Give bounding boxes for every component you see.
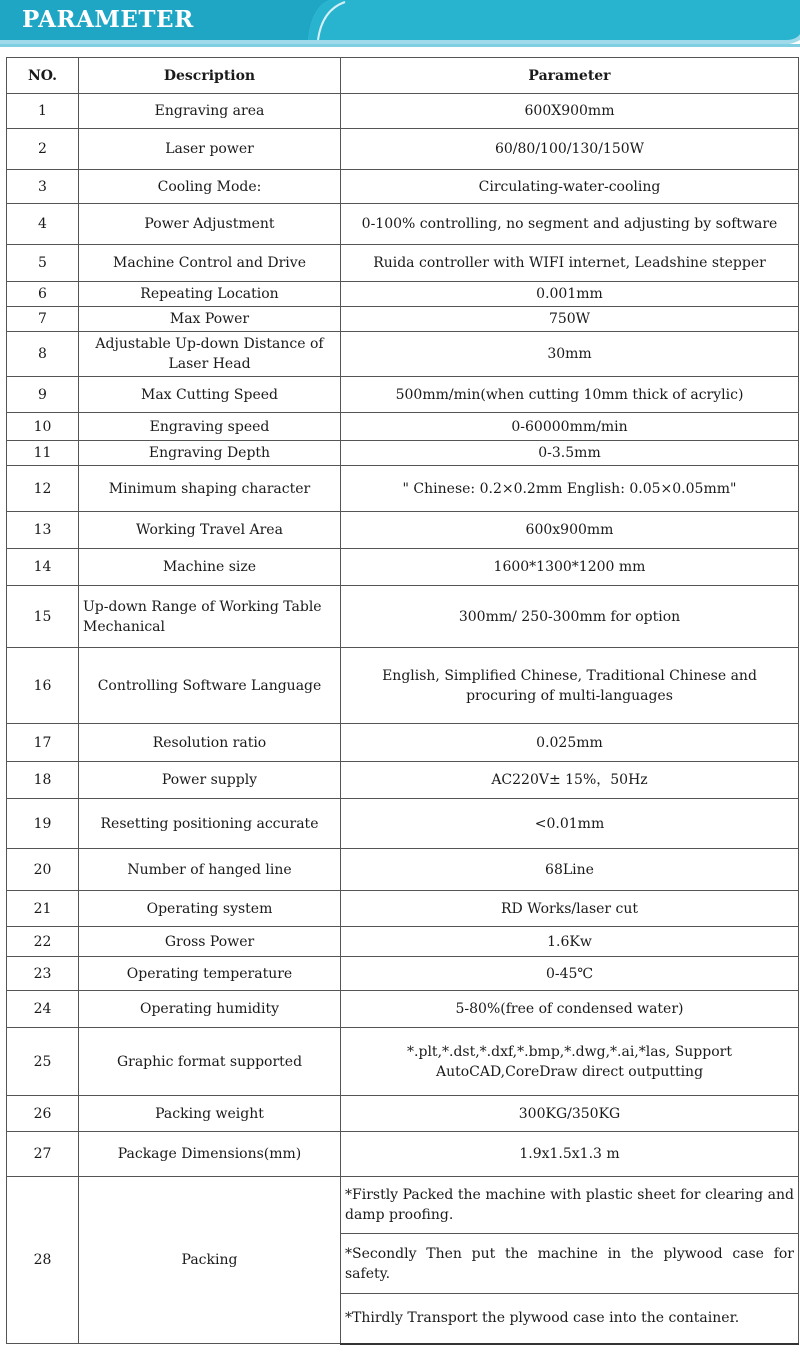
row-description: Up-down Range of Working Table Mechanical bbox=[79, 586, 341, 648]
row-parameter: 0.001mm bbox=[341, 282, 799, 307]
row-number: 7 bbox=[7, 307, 79, 332]
table-row bbox=[7, 549, 799, 586]
row-description: Packing weight bbox=[79, 1096, 341, 1132]
row-description: Resolution ratio bbox=[79, 724, 341, 762]
row-parameter: 5-80%(free of condensed water) bbox=[341, 991, 799, 1028]
row-number: 28 bbox=[7, 1177, 79, 1344]
parameter-banner bbox=[0, 0, 800, 47]
row-description: Max Cutting Speed bbox=[79, 377, 341, 413]
table-row bbox=[7, 724, 799, 762]
table-header-row bbox=[7, 58, 799, 94]
row-number: 16 bbox=[7, 648, 79, 724]
row-parameter: 1.9x1.5x1.3 m bbox=[341, 1132, 799, 1177]
header-description: Description bbox=[79, 58, 341, 94]
row-parameter: Circulating-water-cooling bbox=[341, 170, 799, 204]
row-description: Engraving Depth bbox=[79, 441, 341, 466]
row-number: 5 bbox=[7, 245, 79, 282]
banner-title: PARAMETER bbox=[22, 6, 194, 33]
row-parameter: 300mm/ 250-300mm for option bbox=[341, 586, 799, 648]
row-description: Max Power bbox=[79, 307, 341, 332]
table-row bbox=[7, 891, 799, 927]
table-row bbox=[7, 332, 799, 377]
table-row bbox=[7, 1028, 799, 1096]
row-parameter: 0-3.5mm bbox=[341, 441, 799, 466]
row-parameter: 300KG/350KG bbox=[341, 1096, 799, 1132]
row-parameter: 1600*1300*1200 mm bbox=[341, 549, 799, 586]
row-number: 15 bbox=[7, 586, 79, 648]
row-number: 24 bbox=[7, 991, 79, 1028]
row-parameter: Ruida controller with WIFI internet, Leadshine stepper bbox=[341, 245, 799, 282]
table-row bbox=[7, 377, 799, 413]
row-number: 2 bbox=[7, 129, 79, 170]
table-row bbox=[7, 466, 799, 512]
row-parameter: 0.025mm bbox=[341, 724, 799, 762]
table-row bbox=[7, 170, 799, 204]
row-description: Machine size bbox=[79, 549, 341, 586]
row-number: 17 bbox=[7, 724, 79, 762]
table-row bbox=[7, 204, 799, 245]
row-number: 1 bbox=[7, 94, 79, 129]
row-description: Minimum shaping character bbox=[79, 466, 341, 512]
row-parameter: 0-60000mm/min bbox=[341, 413, 799, 441]
row-number: 25 bbox=[7, 1028, 79, 1096]
row-parameter: 600x900mm bbox=[341, 512, 799, 549]
row-parameter: 68Line bbox=[341, 849, 799, 891]
row-description: Power supply bbox=[79, 762, 341, 799]
row-parameter: RD Works/laser cut bbox=[341, 891, 799, 927]
table-row bbox=[7, 849, 799, 891]
row-number: 6 bbox=[7, 282, 79, 307]
row-number: 4 bbox=[7, 204, 79, 245]
table-row bbox=[7, 94, 799, 129]
row-parameter: 600X900mm bbox=[341, 94, 799, 129]
row-number: 21 bbox=[7, 891, 79, 927]
row-number: 26 bbox=[7, 1096, 79, 1132]
row-number: 9 bbox=[7, 377, 79, 413]
row-parameter: 0-100% controlling, no segment and adjusting by software bbox=[341, 204, 799, 245]
table-row bbox=[7, 441, 799, 466]
row-description: Engraving area bbox=[79, 94, 341, 129]
row-description: Resetting positioning accurate bbox=[79, 799, 341, 849]
row-parameter: " Chinese: 0.2×0.2mm English: 0.05×0.05mm" bbox=[341, 466, 799, 512]
row-number: 27 bbox=[7, 1132, 79, 1177]
packing-step-2: *Secondly Then put the machine in the plywood case for safety. bbox=[341, 1234, 799, 1294]
table-row bbox=[7, 586, 799, 648]
row-number: 22 bbox=[7, 927, 79, 957]
table-row bbox=[7, 129, 799, 170]
table-row bbox=[7, 648, 799, 724]
row-number: 3 bbox=[7, 170, 79, 204]
row-parameter: <0.01mm bbox=[341, 799, 799, 849]
table-row bbox=[7, 927, 799, 957]
row-parameter: 60/80/100/130/150W bbox=[341, 129, 799, 170]
row-parameter: AC220V± 15%，50Hz bbox=[341, 762, 799, 799]
row-number: 12 bbox=[7, 466, 79, 512]
row-description: Graphic format supported bbox=[79, 1028, 341, 1096]
table-row bbox=[7, 799, 799, 849]
row-description: Operating temperature bbox=[79, 957, 341, 991]
row-parameter: 30mm bbox=[341, 332, 799, 377]
row-number: 11 bbox=[7, 441, 79, 466]
row-parameter: *.plt,*.dst,*.dxf,*.bmp,*.dwg,*.ai,*las, Support AutoCAD,CoreDraw direct outputting bbox=[341, 1028, 799, 1096]
packing-step-1: *Firstly Packed the machine with plastic sheet for clearing and damp proofing. bbox=[341, 1177, 799, 1234]
row-description: Cooling Mode: bbox=[79, 170, 341, 204]
table-row bbox=[7, 307, 799, 332]
row-description: Power Adjustment bbox=[79, 204, 341, 245]
row-description: Operating humidity bbox=[79, 991, 341, 1028]
table-row bbox=[7, 512, 799, 549]
row-number: 20 bbox=[7, 849, 79, 891]
header-no: NO. bbox=[7, 58, 79, 94]
table-row bbox=[7, 991, 799, 1028]
table-row bbox=[7, 762, 799, 799]
packing-row bbox=[7, 1177, 799, 1234]
row-number: 19 bbox=[7, 799, 79, 849]
header-parameter: Parameter bbox=[341, 58, 799, 94]
row-parameter: 1.6Kw bbox=[341, 927, 799, 957]
table-row bbox=[7, 282, 799, 307]
table-row bbox=[7, 1132, 799, 1177]
row-parameter: 0-45℃ bbox=[341, 957, 799, 991]
row-number: 23 bbox=[7, 957, 79, 991]
row-parameter: English, Simplified Chinese, Traditional Chinese and procuring of multi-languages bbox=[341, 648, 799, 724]
row-number: 18 bbox=[7, 762, 79, 799]
row-description: Adjustable Up-down Distance of Laser Head bbox=[79, 332, 341, 377]
table-row bbox=[7, 1096, 799, 1132]
row-description: Machine Control and Drive bbox=[79, 245, 341, 282]
parameter-table bbox=[6, 57, 799, 1345]
table-row bbox=[7, 957, 799, 991]
row-description: Package Dimensions(mm) bbox=[79, 1132, 341, 1177]
row-number: 10 bbox=[7, 413, 79, 441]
row-parameter: 500mm/min(when cutting 10mm thick of acrylic) bbox=[341, 377, 799, 413]
row-parameter: 750W bbox=[341, 307, 799, 332]
row-description: Repeating Location bbox=[79, 282, 341, 307]
row-number: 13 bbox=[7, 512, 79, 549]
row-description: Working Travel Area bbox=[79, 512, 341, 549]
packing-step-3: *Thirdly Transport the plywood case into the container. bbox=[341, 1294, 799, 1344]
row-description: Number of hanged line bbox=[79, 849, 341, 891]
row-description: Controlling Software Language bbox=[79, 648, 341, 724]
table-row bbox=[7, 245, 799, 282]
row-number: 14 bbox=[7, 549, 79, 586]
row-description: Laser power bbox=[79, 129, 341, 170]
row-description: Engraving speed bbox=[79, 413, 341, 441]
row-description: Gross Power bbox=[79, 927, 341, 957]
table-row bbox=[7, 413, 799, 441]
row-number: 8 bbox=[7, 332, 79, 377]
row-description: Packing bbox=[79, 1177, 341, 1344]
row-description: Operating system bbox=[79, 891, 341, 927]
